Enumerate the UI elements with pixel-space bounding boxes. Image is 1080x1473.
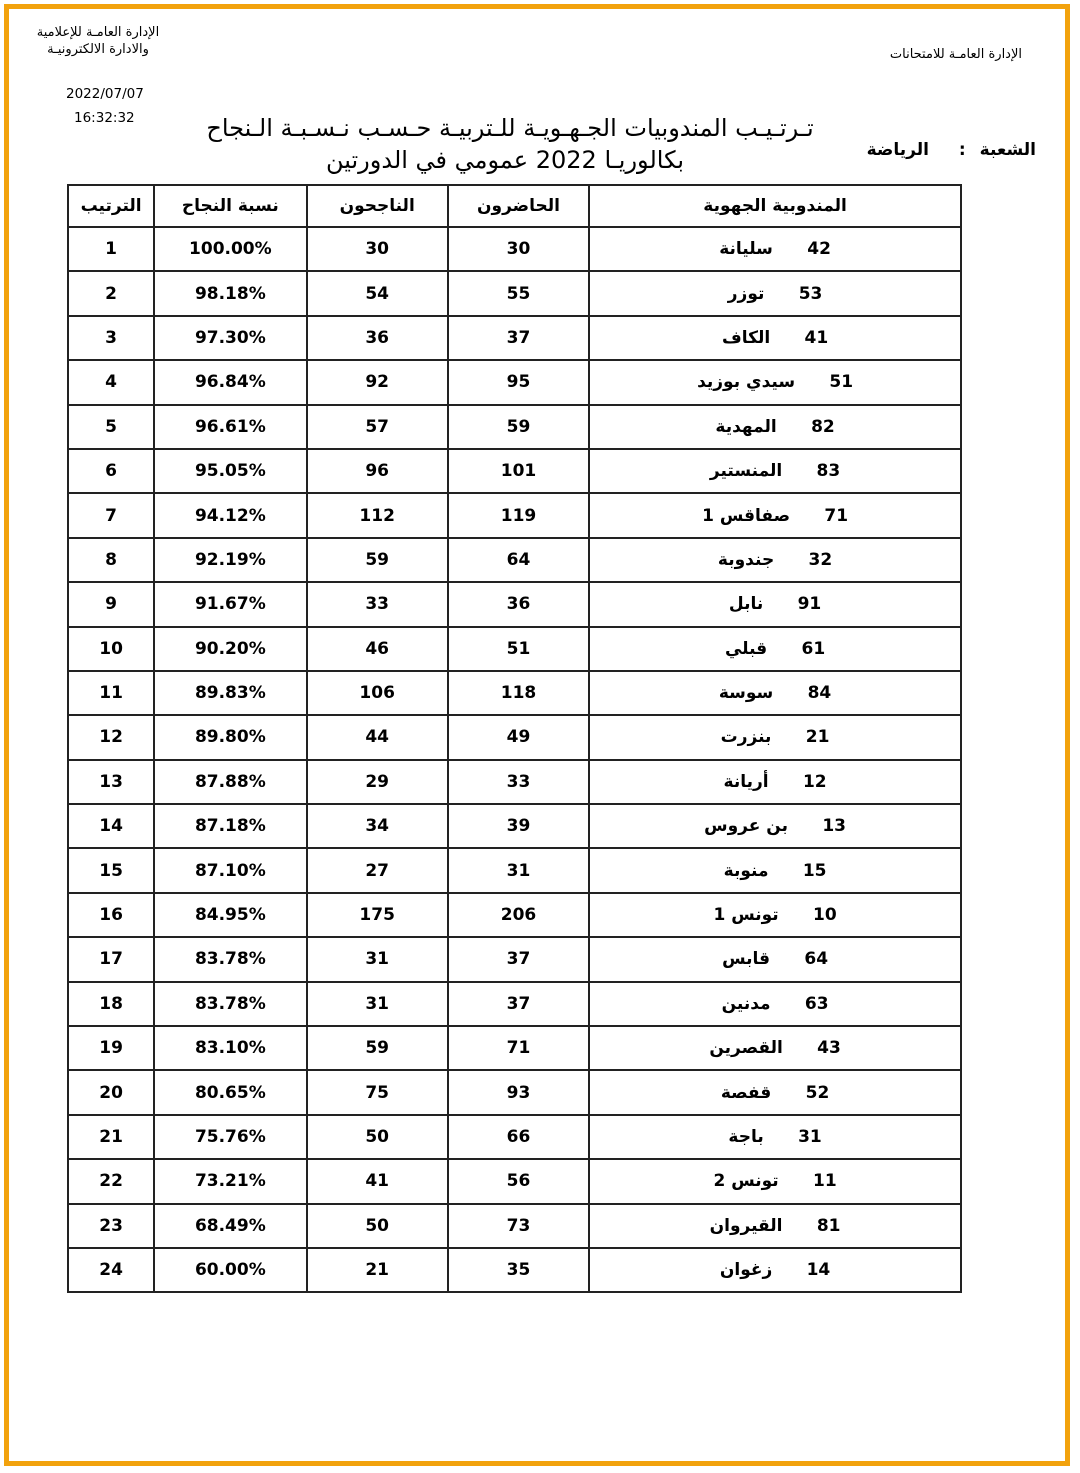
cell-present: 93 bbox=[448, 1070, 589, 1114]
cell-rank: 10 bbox=[68, 627, 154, 671]
cell-passed: 21 bbox=[307, 1248, 448, 1292]
cell-passed: 96 bbox=[307, 449, 448, 493]
region-code: 61 bbox=[801, 638, 826, 659]
cell-region bbox=[589, 1070, 961, 1114]
region-code: 81 bbox=[816, 1215, 841, 1236]
table-row bbox=[68, 360, 961, 404]
region-name: مدنين bbox=[721, 993, 771, 1014]
cell-region bbox=[589, 982, 961, 1026]
region-code: 14 bbox=[806, 1260, 831, 1281]
cell-passed: 54 bbox=[307, 271, 448, 315]
cell-rank: 18 bbox=[68, 982, 154, 1026]
cell-rank: 14 bbox=[68, 804, 154, 848]
region-name: المنستير bbox=[709, 461, 783, 482]
header-passed: الناجحون bbox=[307, 185, 448, 227]
table-row bbox=[68, 538, 961, 582]
issuer-left-line1: الإدارة العامـة للإعلامية bbox=[36, 25, 160, 40]
header-region: المندوبية الجهوية bbox=[589, 185, 961, 227]
report-time: 16:32:32 bbox=[74, 110, 135, 126]
region-code: 84 bbox=[807, 683, 832, 704]
cell-passed: 34 bbox=[307, 804, 448, 848]
cell-rank: 15 bbox=[68, 848, 154, 892]
cell-passed: 30 bbox=[307, 227, 448, 271]
header-rate: نسبة النجاح bbox=[154, 185, 306, 227]
region-name: قبلي bbox=[724, 638, 768, 659]
region-name: نابل bbox=[728, 594, 764, 615]
region-code: 83 bbox=[816, 461, 841, 482]
issuer-left bbox=[28, 24, 168, 58]
cell-rate: 96.61% bbox=[154, 405, 306, 449]
cell-region bbox=[589, 671, 961, 715]
cell-rank: 21 bbox=[68, 1115, 154, 1159]
cell-rate: 94.12% bbox=[154, 493, 306, 537]
table-row bbox=[68, 1115, 961, 1159]
region-code: 91 bbox=[797, 594, 822, 615]
table-row bbox=[68, 1204, 961, 1248]
cell-region bbox=[589, 582, 961, 626]
cell-passed: 50 bbox=[307, 1204, 448, 1248]
cell-rate: 97.30% bbox=[154, 316, 306, 360]
cell-present: 206 bbox=[448, 893, 589, 937]
issuer-right: الإدارة العامـة للامتحانات bbox=[889, 47, 1022, 62]
region-name: سيدي بوزيد bbox=[697, 372, 796, 393]
cell-region bbox=[589, 937, 961, 981]
cell-rank: 13 bbox=[68, 760, 154, 804]
cell-present: 101 bbox=[448, 449, 589, 493]
cell-rank: 8 bbox=[68, 538, 154, 582]
region-code: 52 bbox=[805, 1082, 830, 1103]
cell-region bbox=[589, 804, 961, 848]
region-code: 13 bbox=[822, 816, 846, 837]
region-code: 51 bbox=[829, 372, 854, 393]
cell-present: 37 bbox=[448, 316, 589, 360]
report-subtitle: بكالوريـا 2022 عمومي في الدورتين bbox=[325, 146, 685, 174]
region-name: قفصة bbox=[720, 1082, 772, 1103]
table-row bbox=[68, 316, 961, 360]
cell-rank: 22 bbox=[68, 1159, 154, 1203]
cell-passed: 41 bbox=[307, 1159, 448, 1203]
cell-present: 118 bbox=[448, 671, 589, 715]
cell-passed: 33 bbox=[307, 582, 448, 626]
table-row bbox=[68, 982, 961, 1026]
cell-passed: 59 bbox=[307, 538, 448, 582]
region-code: 11 bbox=[813, 1171, 837, 1192]
cell-region bbox=[589, 760, 961, 804]
cell-region bbox=[589, 627, 961, 671]
branch-label: الشعبة bbox=[979, 140, 1036, 160]
cell-region bbox=[589, 1204, 961, 1248]
cell-rate: 89.80% bbox=[154, 715, 306, 759]
cell-rate: 87.88% bbox=[154, 760, 306, 804]
region-name: تونس 2 bbox=[713, 1171, 779, 1192]
cell-present: 56 bbox=[448, 1159, 589, 1203]
table-row bbox=[68, 715, 961, 759]
region-code: 31 bbox=[798, 1127, 822, 1147]
cell-region bbox=[589, 449, 961, 493]
cell-passed: 31 bbox=[307, 982, 448, 1026]
cell-region bbox=[589, 1159, 961, 1203]
cell-passed: 44 bbox=[307, 715, 448, 759]
region-code: 82 bbox=[811, 416, 835, 437]
cell-rate: 89.83% bbox=[154, 671, 306, 715]
cell-rank: 9 bbox=[68, 582, 154, 626]
cell-region bbox=[589, 893, 961, 937]
cell-present: 59 bbox=[448, 405, 589, 449]
region-code: 64 bbox=[804, 949, 829, 970]
table-row bbox=[68, 271, 961, 315]
header-rank: الترتيب bbox=[68, 185, 154, 227]
cell-passed: 175 bbox=[307, 893, 448, 937]
region-name: المهدية bbox=[715, 416, 777, 437]
cell-present: 37 bbox=[448, 937, 589, 981]
region-name: سليانة bbox=[719, 239, 773, 260]
cell-rank: 16 bbox=[68, 893, 154, 937]
cell-rank: 6 bbox=[68, 449, 154, 493]
table-row bbox=[68, 1026, 961, 1070]
cell-rate: 90.20% bbox=[154, 627, 306, 671]
table-row bbox=[68, 937, 961, 981]
region-code: 71 bbox=[824, 505, 849, 526]
branch-info bbox=[853, 140, 1036, 160]
table-row bbox=[68, 227, 961, 271]
header-present: الحاضرون bbox=[448, 185, 589, 227]
report-date: 2022/07/07 bbox=[66, 86, 144, 102]
cell-rank: 24 bbox=[68, 1248, 154, 1292]
cell-present: 51 bbox=[448, 627, 589, 671]
region-code: 63 bbox=[804, 993, 829, 1014]
cell-rate: 95.05% bbox=[154, 449, 306, 493]
region-name: توزر bbox=[727, 283, 765, 304]
cell-rate: 73.21% bbox=[154, 1159, 306, 1203]
cell-present: 73 bbox=[448, 1204, 589, 1248]
cell-rate: 83.10% bbox=[154, 1026, 306, 1070]
region-name: صفاقس 1 bbox=[702, 505, 791, 526]
cell-passed: 29 bbox=[307, 760, 448, 804]
region-code: 21 bbox=[805, 727, 830, 748]
region-code: 15 bbox=[802, 860, 827, 881]
cell-region bbox=[589, 227, 961, 271]
cell-region bbox=[589, 538, 961, 582]
cell-present: 64 bbox=[448, 538, 589, 582]
cell-passed: 59 bbox=[307, 1026, 448, 1070]
table-row bbox=[68, 405, 961, 449]
cell-passed: 36 bbox=[307, 316, 448, 360]
cell-rate: 91.67% bbox=[154, 582, 306, 626]
cell-rate: 83.78% bbox=[154, 937, 306, 981]
issuer-left-line2: والادارة الالكترونيـة bbox=[47, 42, 149, 57]
cell-present: 71 bbox=[448, 1026, 589, 1070]
results-table bbox=[67, 184, 962, 1293]
table-row bbox=[68, 804, 961, 848]
cell-rank: 23 bbox=[68, 1204, 154, 1248]
cell-rate: 92.19% bbox=[154, 538, 306, 582]
cell-region bbox=[589, 271, 961, 315]
cell-rate: 98.18% bbox=[154, 271, 306, 315]
table-row bbox=[68, 493, 961, 537]
cell-region bbox=[589, 715, 961, 759]
cell-rate: 83.78% bbox=[154, 982, 306, 1026]
report-title: تـرتـيـب المندوبيات الجـهـويـة للـتربيـة حـسـب نـسـبـة الـنجاح bbox=[206, 114, 814, 142]
region-name: باجة bbox=[728, 1127, 764, 1147]
cell-present: 39 bbox=[448, 804, 589, 848]
cell-rate: 84.95% bbox=[154, 893, 306, 937]
cell-rate: 80.65% bbox=[154, 1070, 306, 1114]
cell-rank: 7 bbox=[68, 493, 154, 537]
cell-present: 55 bbox=[448, 271, 589, 315]
table-row bbox=[68, 449, 961, 493]
cell-region bbox=[589, 1026, 961, 1070]
cell-present: 30 bbox=[448, 227, 589, 271]
region-name: القيروان bbox=[709, 1215, 783, 1236]
cell-region bbox=[589, 360, 961, 404]
cell-rank: 5 bbox=[68, 405, 154, 449]
cell-passed: 27 bbox=[307, 848, 448, 892]
table-row bbox=[68, 582, 961, 626]
cell-rank: 2 bbox=[68, 271, 154, 315]
region-code: 41 bbox=[804, 327, 829, 348]
region-name: زغوان bbox=[719, 1260, 773, 1281]
region-name: سوسة bbox=[718, 683, 774, 704]
cell-present: 31 bbox=[448, 848, 589, 892]
cell-present: 37 bbox=[448, 982, 589, 1026]
cell-passed: 92 bbox=[307, 360, 448, 404]
cell-rate: 60.00% bbox=[154, 1248, 306, 1292]
region-name: منوبة bbox=[723, 860, 769, 881]
region-code: 10 bbox=[813, 905, 837, 926]
cell-passed: 112 bbox=[307, 493, 448, 537]
cell-present: 33 bbox=[448, 760, 589, 804]
region-name: القصرين bbox=[709, 1038, 783, 1059]
cell-present: 119 bbox=[448, 493, 589, 537]
cell-present: 36 bbox=[448, 582, 589, 626]
table-row bbox=[68, 627, 961, 671]
cell-passed: 57 bbox=[307, 405, 448, 449]
cell-rank: 19 bbox=[68, 1026, 154, 1070]
table-row bbox=[68, 1248, 961, 1292]
region-name: بنزرت bbox=[720, 727, 772, 748]
cell-rate: 96.84% bbox=[154, 360, 306, 404]
table-row bbox=[68, 1159, 961, 1203]
cell-present: 49 bbox=[448, 715, 589, 759]
cell-rate: 75.76% bbox=[154, 1115, 306, 1159]
cell-rank: 17 bbox=[68, 937, 154, 981]
region-code: 42 bbox=[807, 239, 831, 260]
table-row bbox=[68, 671, 961, 715]
cell-passed: 75 bbox=[307, 1070, 448, 1114]
cell-rate: 87.18% bbox=[154, 804, 306, 848]
cell-present: 66 bbox=[448, 1115, 589, 1159]
cell-passed: 50 bbox=[307, 1115, 448, 1159]
region-name: بن عروس bbox=[704, 816, 788, 837]
region-name: تونس 1 bbox=[713, 905, 779, 926]
region-code: 43 bbox=[817, 1038, 841, 1059]
branch-separator: : bbox=[958, 140, 966, 160]
cell-region bbox=[589, 405, 961, 449]
region-code: 32 bbox=[808, 549, 833, 570]
table-row bbox=[68, 848, 961, 892]
region-name: قابس bbox=[722, 949, 771, 970]
cell-region bbox=[589, 848, 961, 892]
cell-passed: 106 bbox=[307, 671, 448, 715]
cell-rank: 20 bbox=[68, 1070, 154, 1114]
cell-rank: 3 bbox=[68, 316, 154, 360]
cell-passed: 31 bbox=[307, 937, 448, 981]
cell-passed: 46 bbox=[307, 627, 448, 671]
table-row bbox=[68, 760, 961, 804]
table-header-row bbox=[68, 185, 961, 227]
region-name: جندوبة bbox=[717, 549, 775, 570]
cell-rank: 11 bbox=[68, 671, 154, 715]
branch-value: الرياضة bbox=[866, 140, 929, 160]
cell-present: 35 bbox=[448, 1248, 589, 1292]
cell-rank: 4 bbox=[68, 360, 154, 404]
cell-rank: 12 bbox=[68, 715, 154, 759]
cell-region bbox=[589, 493, 961, 537]
cell-rate: 100.00% bbox=[154, 227, 306, 271]
cell-region bbox=[589, 1248, 961, 1292]
cell-rate: 87.10% bbox=[154, 848, 306, 892]
region-code: 53 bbox=[798, 283, 823, 304]
region-name: الكاف bbox=[721, 327, 771, 348]
table-row bbox=[68, 893, 961, 937]
table-row bbox=[68, 1070, 961, 1114]
cell-present: 95 bbox=[448, 360, 589, 404]
region-name: أريانة bbox=[723, 771, 769, 792]
cell-region bbox=[589, 316, 961, 360]
cell-rank: 1 bbox=[68, 227, 154, 271]
cell-region bbox=[589, 1115, 961, 1159]
cell-rate: 68.49% bbox=[154, 1204, 306, 1248]
region-code: 12 bbox=[802, 771, 827, 792]
